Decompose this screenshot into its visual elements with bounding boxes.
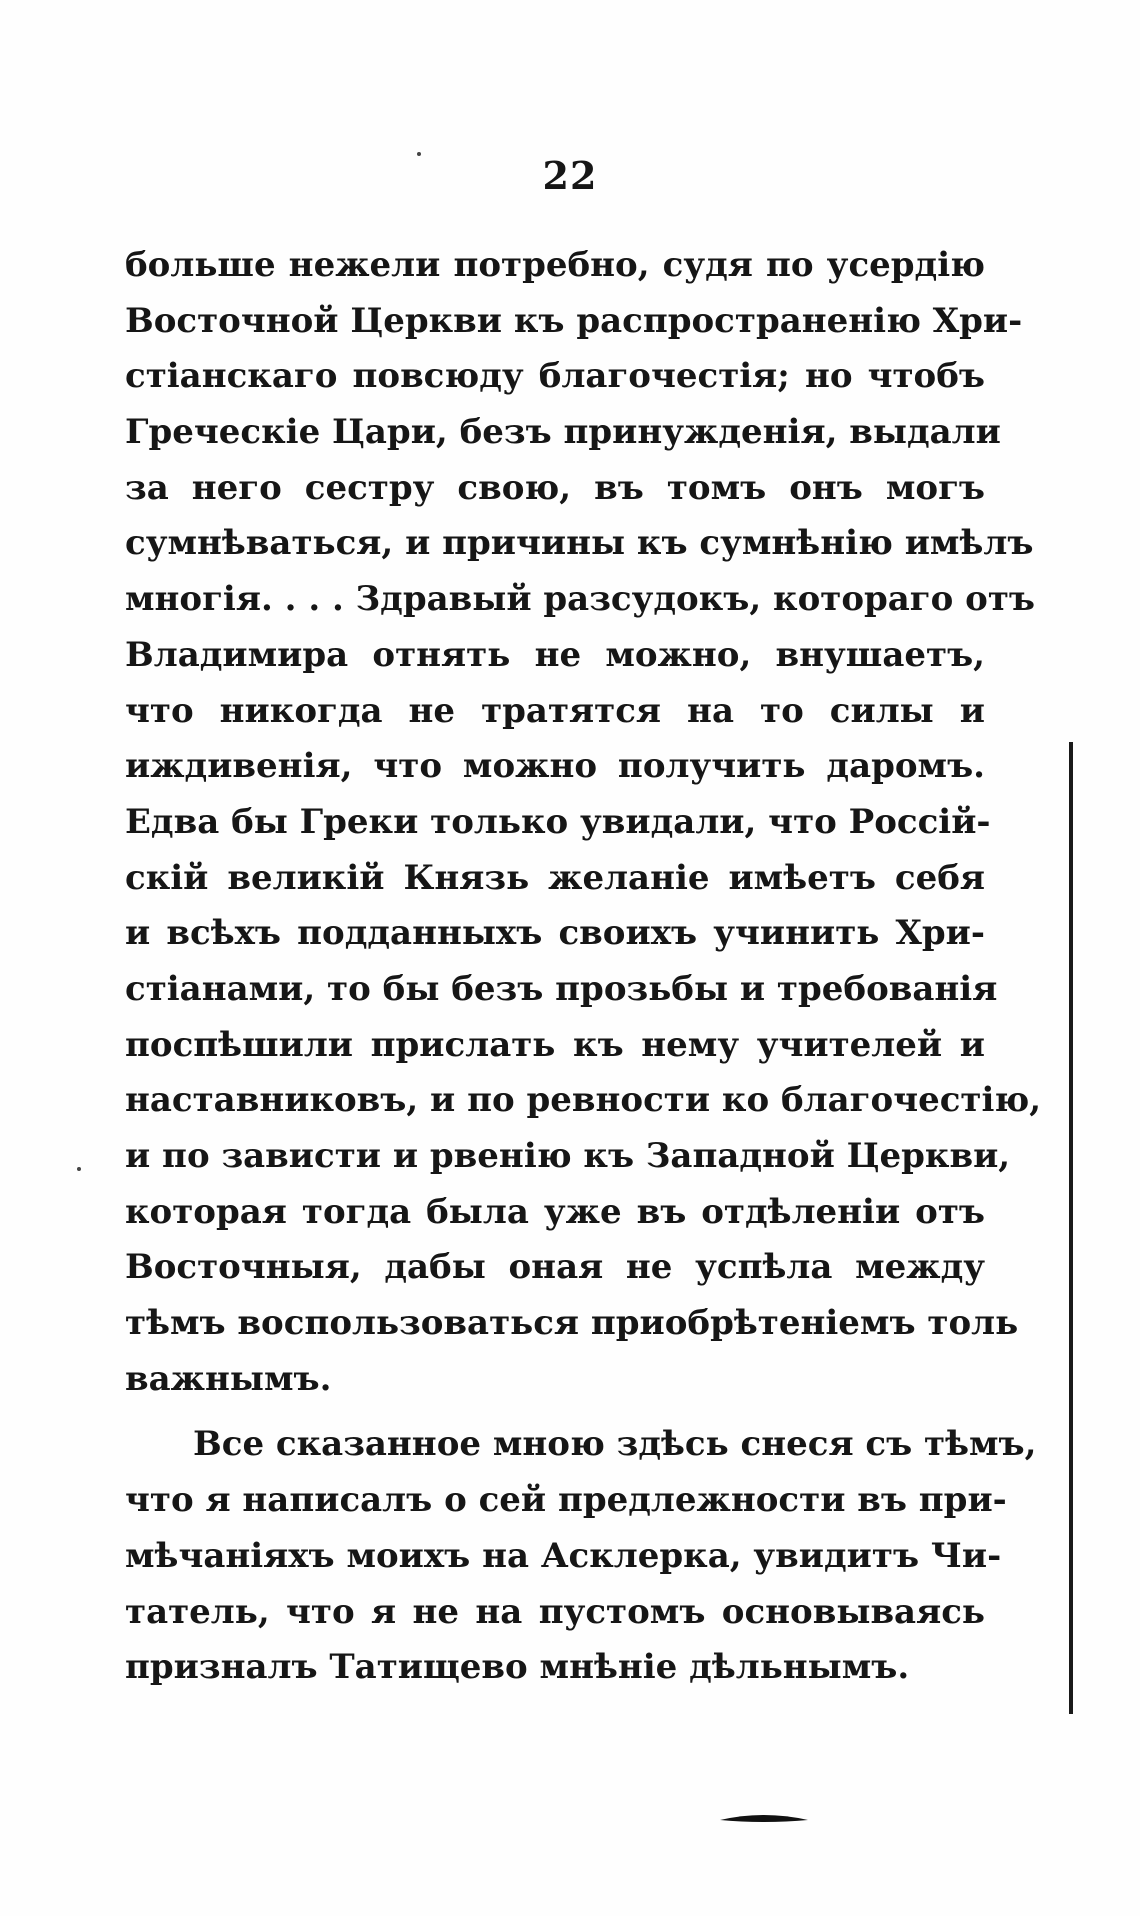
text-line: Владимира отнять не можно, внушаетъ, — [125, 634, 985, 675]
text-line: которая тогда была уже въ отдѣленіи отъ — [125, 1191, 985, 1232]
text-line: тѣмъ воспользоваться приобрѣтеніемъ толь — [125, 1303, 1019, 1344]
text-line: важнымъ. — [125, 1358, 332, 1399]
speck — [77, 1167, 81, 1171]
text-line: поспѣшили прислать къ нему учителей и — [125, 1024, 985, 1065]
text-line: и по зависти и рвенію къ Западной Церкви, — [125, 1136, 1011, 1176]
margin-rule — [1069, 742, 1073, 1714]
text-line: призналъ Татищево мнѣніе дѣльнымъ. — [125, 1647, 910, 1688]
text-line: за него сестру свою, въ томъ онъ могъ — [125, 467, 985, 508]
page-number: 22 — [542, 153, 598, 198]
body-text — [125, 238, 1042, 1696]
paragraph-1 — [125, 238, 1042, 1407]
text-line: Восточной Церкви къ распространенію Хри- — [125, 300, 1023, 341]
text-line: Греческіе Цари, безъ принужденія, выдали — [125, 412, 1001, 453]
text-line: иждивенія, что можно получить даромъ. — [125, 746, 985, 787]
text-line: сумнѣваться, и причины къ сумнѣнію имѣлъ — [125, 523, 1034, 564]
text-line: мѣчаніяхъ моихъ на Асклерка, увидитъ Чи- — [125, 1535, 1002, 1576]
paragraph-gap — [125, 1407, 985, 1417]
text-line: что я написалъ о сей предлежности въ при- — [125, 1480, 1007, 1521]
text-line: Едва бы Греки только увидали, что Россій- — [125, 801, 991, 842]
text-line: скій великій Князь желаніе имѣетъ себя — [125, 857, 985, 898]
text-line: Восточныя, дабы оная не успѣла между — [125, 1247, 985, 1288]
text-line: татель, что я не на пустомъ основываясь — [125, 1591, 985, 1632]
text-line: что никогда не тратятся на то силы и — [125, 690, 985, 731]
text-line: стіанскаго повсюду благочестія; но чтобъ — [125, 356, 985, 397]
paragraph-2 — [125, 1417, 1037, 1695]
text-line: и всѣхъ подданныхъ своихъ учинить Хри- — [125, 913, 985, 954]
text-line: стіанами, то бы безъ прозьбы и требованія — [125, 968, 998, 1009]
end-dash-ornament — [720, 1812, 808, 1826]
text-line: многія. . . . Здравый разсудокъ, котораго отъ — [125, 579, 1035, 620]
text-line: больше нежели потребно, судя по усердію — [125, 245, 985, 285]
text-line: Все сказанное мною здѣсь снеся съ тѣмъ, — [193, 1424, 1037, 1465]
text-line: наставниковъ, и по ревности ко благочестію, — [125, 1080, 1042, 1121]
